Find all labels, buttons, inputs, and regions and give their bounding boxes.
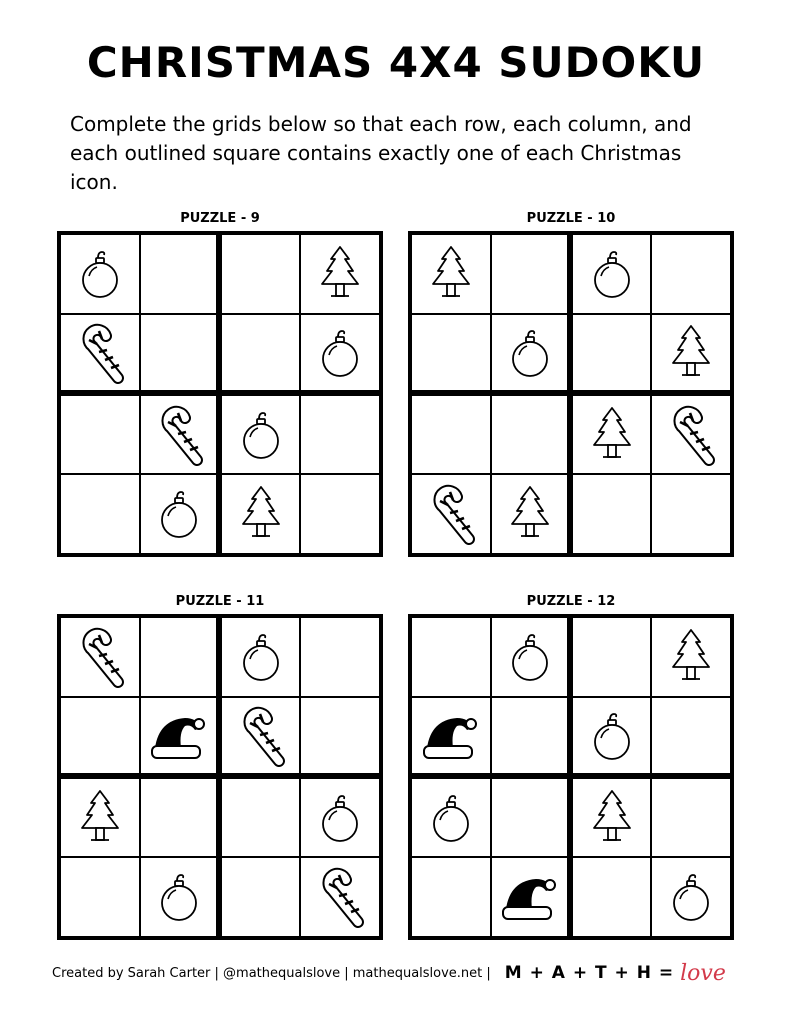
page-title: CHRISTMAS 4X4 SUDOKU — [86, 38, 706, 87]
grid-cell — [220, 234, 300, 314]
candy-cane-icon — [74, 322, 126, 384]
grid-cell — [651, 394, 731, 474]
grid-cell — [651, 314, 731, 394]
sudoku-grid — [408, 614, 734, 940]
instructions: Complete the grids below so that each row, each column, and each outlined square contains exactly one of each Christmas icon. — [70, 112, 692, 194]
brand-logo: M + A + T + H = — [504, 963, 675, 983]
ornament-icon — [317, 328, 363, 378]
ornament-icon — [428, 793, 474, 843]
grid-cell — [571, 857, 651, 937]
grid-cell — [60, 314, 140, 394]
puzzle-label: PUZZLE - 10 — [526, 211, 616, 226]
ornament-icon — [668, 872, 714, 922]
candy-cane-icon — [314, 866, 366, 928]
puzzle-11 — [57, 593, 383, 940]
grid-cell — [491, 857, 571, 937]
grid-cell — [300, 617, 380, 697]
grid-cell — [60, 697, 140, 777]
grid-cell — [300, 394, 380, 474]
ornament-icon — [589, 249, 635, 299]
grid-cell — [140, 617, 220, 697]
grid-cell — [140, 314, 220, 394]
christmas-tree-icon — [508, 484, 552, 544]
puzzle-label: PUZZLE - 12 — [526, 594, 616, 609]
grid-cell — [140, 697, 220, 777]
puzzle-10 — [408, 210, 734, 557]
grid-cell — [60, 777, 140, 857]
puzzle-label: PUZZLE - 9 — [180, 211, 260, 226]
footer — [52, 958, 752, 988]
grid-cell — [220, 617, 300, 697]
grid-cell — [491, 617, 571, 697]
christmas-tree-icon — [669, 323, 713, 383]
grid-cell — [571, 617, 651, 697]
grid-cell — [491, 234, 571, 314]
grid-cell — [411, 697, 491, 777]
ornament-icon — [317, 793, 363, 843]
grid-cell — [491, 314, 571, 394]
santa-hat-icon — [500, 871, 560, 923]
christmas-tree-icon — [590, 788, 634, 848]
grid-cell — [60, 857, 140, 937]
grid-cell — [220, 474, 300, 554]
grid-cell — [651, 777, 731, 857]
ornament-icon — [507, 328, 553, 378]
ornament-icon — [507, 632, 553, 682]
grid-cell — [411, 617, 491, 697]
grid-cell — [651, 697, 731, 777]
grid-cell — [571, 314, 651, 394]
christmas-tree-icon — [318, 244, 362, 304]
christmas-tree-icon — [78, 788, 122, 848]
grid-cell — [300, 697, 380, 777]
santa-hat-icon — [149, 710, 209, 762]
grid-cell — [60, 474, 140, 554]
ornament-icon — [589, 711, 635, 761]
grid-cell — [220, 857, 300, 937]
grid-cell — [651, 474, 731, 554]
grid-cell — [411, 394, 491, 474]
grid-cell — [491, 394, 571, 474]
grid-cell — [140, 777, 220, 857]
sudoku-grid — [408, 231, 734, 557]
puzzle-9 — [57, 210, 383, 557]
grid-cell — [411, 474, 491, 554]
christmas-tree-icon — [590, 405, 634, 465]
grid-cell — [140, 234, 220, 314]
grid-cell — [60, 617, 140, 697]
sudoku-grid — [57, 614, 383, 940]
grid-cell — [651, 857, 731, 937]
grid-cell — [140, 857, 220, 937]
grid-cell — [571, 777, 651, 857]
ornament-icon — [156, 872, 202, 922]
ornament-icon — [77, 249, 123, 299]
grid-cell — [60, 394, 140, 474]
grid-cell — [220, 777, 300, 857]
grid-cell — [571, 697, 651, 777]
grid-cell — [300, 314, 380, 394]
grid-cell — [491, 474, 571, 554]
grid-cell — [300, 777, 380, 857]
grid-cell — [300, 234, 380, 314]
grid-cell — [411, 314, 491, 394]
santa-hat-icon — [421, 710, 481, 762]
candy-cane-icon — [74, 626, 126, 688]
footer-credit: Created by Sarah Carter | @mathequalslove | mathequalslove.net | — [52, 965, 491, 981]
brand-love-script: love — [680, 960, 726, 986]
grid-cell — [491, 777, 571, 857]
grid-cell — [411, 857, 491, 937]
candy-cane-icon — [235, 705, 287, 767]
grid-cell — [571, 474, 651, 554]
candy-cane-icon — [425, 483, 477, 545]
grid-cell — [571, 394, 651, 474]
puzzle-label: PUZZLE - 11 — [175, 594, 265, 609]
candy-cane-icon — [665, 404, 717, 466]
grid-cell — [140, 394, 220, 474]
grid-cell — [651, 234, 731, 314]
grid-cell — [491, 697, 571, 777]
sudoku-grid — [57, 231, 383, 557]
grid-cell — [220, 394, 300, 474]
ornament-icon — [238, 410, 284, 460]
grid-cell — [220, 314, 300, 394]
christmas-tree-icon — [429, 244, 473, 304]
ornament-icon — [238, 632, 284, 682]
grid-cell — [571, 234, 651, 314]
puzzle-12 — [408, 593, 734, 940]
grid-cell — [220, 697, 300, 777]
grid-cell — [300, 474, 380, 554]
christmas-tree-icon — [239, 484, 283, 544]
grid-cell — [411, 234, 491, 314]
grid-cell — [411, 777, 491, 857]
grid-cell — [651, 617, 731, 697]
grid-cell — [300, 857, 380, 937]
grid-cell — [140, 474, 220, 554]
ornament-icon — [156, 489, 202, 539]
candy-cane-icon — [153, 404, 205, 466]
christmas-tree-icon — [669, 627, 713, 687]
grid-cell — [60, 234, 140, 314]
